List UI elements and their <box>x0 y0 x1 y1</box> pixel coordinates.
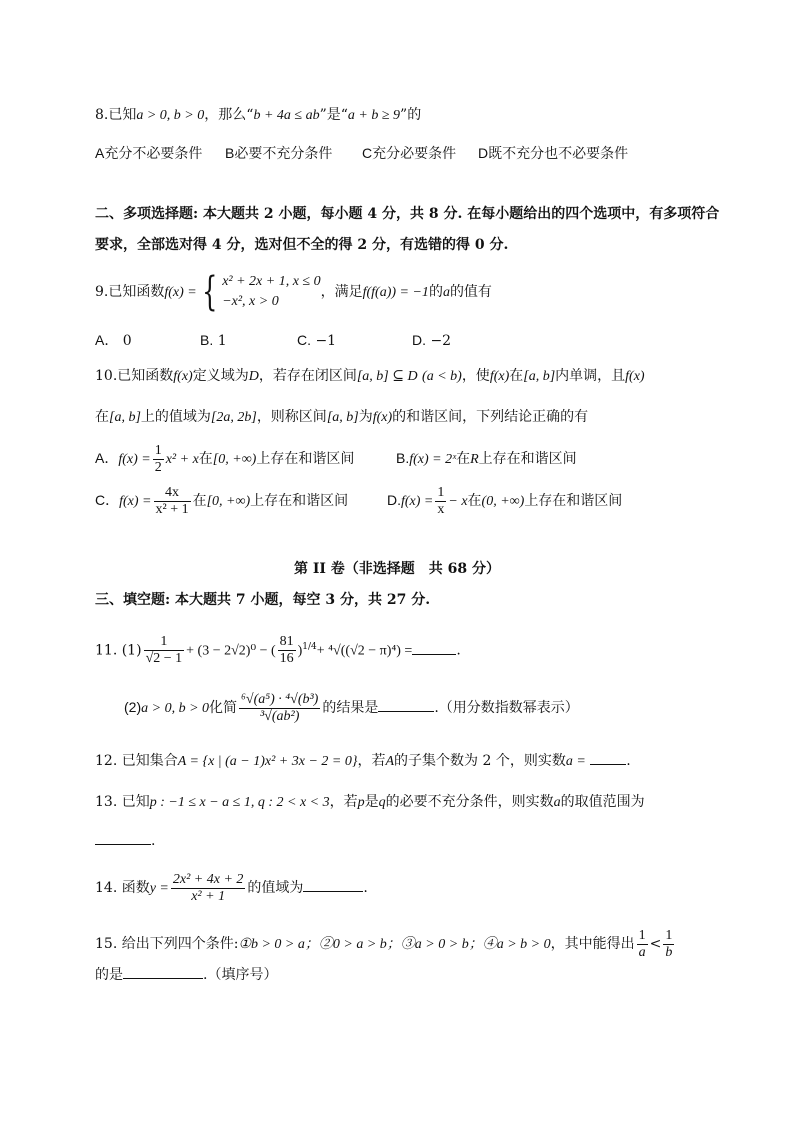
q8-suffix: ”的 <box>400 107 422 123</box>
question-15-line2: 的是 .（填序号） <box>95 964 277 985</box>
q13-answer-blank[interactable] <box>95 830 151 845</box>
q10-option-b: B.f(x) = 2ˣ在R上存在和谐区间 <box>396 450 577 467</box>
q9-eq: f(f(a)) = −1 <box>362 285 429 300</box>
question-10-line1: 10.已知函数f(x)定义域为D，若存在闭区间[a, b] ⊆ D (a < b)，使f(x)在[a, b]内单调，且f(x) <box>95 368 645 384</box>
q8-option-a: A充分不必要条件 <box>95 145 203 161</box>
q9-case2: −x², x > 0 <box>222 294 279 309</box>
q15-answer-blank[interactable] <box>123 964 203 979</box>
q8-option-d: D既不充分也不必要条件 <box>478 145 629 161</box>
q11-2-answer-blank[interactable] <box>378 697 434 712</box>
q8-prefix: 8.已知 <box>95 107 137 123</box>
q9-case1: x² + 2x + 1, x ≤ 0 <box>222 274 321 289</box>
q10-option-a: A．f(x) = $\frac{1}{2}$ x² + x在[0, +∞)上存在和谐区间 <box>95 442 355 475</box>
q10-option-c: C．f(x) = $\frac{4x}{\text{x² + 1}}$ 在[0, +∞)上存在和谐区间 <box>95 484 349 517</box>
q9-suffix: 的 <box>428 284 443 300</box>
q9-mid: ，满足 <box>320 284 363 300</box>
q9-suffix2: 的值有 <box>449 284 492 300</box>
q8-cond: a > 0, b > 0 <box>136 108 205 123</box>
q9-prefix: 9.已知函数 <box>95 284 165 300</box>
q9-option-b: B. 1 <box>200 332 227 349</box>
q8-mid2: ”是“ <box>319 107 348 123</box>
q9-option-c: C. −1 <box>297 332 337 349</box>
q9-option-a: A． 0 <box>95 332 132 349</box>
part-2-title: 第 II 卷（非选择题 共 68 分） <box>293 561 501 577</box>
question-10-line2: 在[a, b]上的值域为[2a, 2b]，则称区间[a, b]为f(x)的和谐区间，下列结论正确的有 <box>95 409 589 425</box>
q9-brace: { <box>201 269 218 315</box>
question-8 <box>95 105 421 126</box>
q11-1-answer-blank[interactable] <box>412 640 456 655</box>
question-9 <box>95 270 492 315</box>
question-13-line2: . <box>95 830 155 851</box>
question-13: 13. 已知p : −1 ≤ x − a ≤ 1, q : 2 < x < 3，若p是q的必要不充分条件，则实数a的取值范围为 <box>95 794 645 810</box>
q8-option-c: C充分必要条件 <box>362 145 457 161</box>
section-3-title: 三、填空题: 本大题共 7 小题，每空 3 分，共 27 分. <box>95 592 431 608</box>
q9-fx: f(x) = <box>164 285 197 300</box>
q8-mid: ，那么“ <box>204 107 254 123</box>
q10-option-d: D.f(x) = $\frac{1}{x}$ − x在(0, +∞)上存在和谐区间 <box>387 484 623 517</box>
q9-cases <box>222 272 320 312</box>
question-15: 15. 给出下列四个条件:①b > 0 > a；②0 > a > b；③a > 0 > b；④a > b > 0，其中能得出 $\frac{1}{a}$ < $\frac{1}{b}$ <box>95 927 673 960</box>
q8-q: a + b ≥ 9 <box>347 108 401 123</box>
q9-option-d: D. −2 <box>412 332 452 349</box>
question-11-part2: (2)a > 0, b > 0化简 $\frac{\text{⁶√(a⁵) · ⁴√(b³)}}{\text{³√(ab²)}}$ 的结果是 .（用分数指数幂表示） <box>124 691 579 724</box>
q8-option-b: B必要不充分条件 <box>225 145 333 161</box>
question-11-part1: 11. (1) $\frac{1}{√2 - 1}$ + (3 − 2√2)⁰ − ( $\frac{81}{16}$ )$^{1/4}$+ ⁴√((√2 − π)⁴) = . <box>95 634 461 667</box>
q8-p: b + 4a ≤ ab <box>253 108 320 123</box>
q14-answer-blank[interactable] <box>303 877 363 892</box>
q9-var: a <box>442 285 450 300</box>
question-14: 14. 函数y = $\frac{\text{2x² + 4x + 2}}{\text{x² + 1}}$ 的值域为 . <box>95 871 368 904</box>
q12-answer-blank[interactable] <box>590 750 626 765</box>
section-2-line1: 二、多项选择题: 本大题共 2 小题，每小题 4 分，共 8 分. 在每小题给出的四个选项中，有多项符合 <box>95 206 720 222</box>
section-2-line2: 要求，全部选对得 4 分，选对但不全的得 2 分，有选错的得 0 分. <box>95 237 509 253</box>
question-12: 12. 已知集合A = {x | (a − 1)x² + 3x − 2 = 0}，若A的子集个数为 2 个，则实数a = . <box>95 750 631 772</box>
